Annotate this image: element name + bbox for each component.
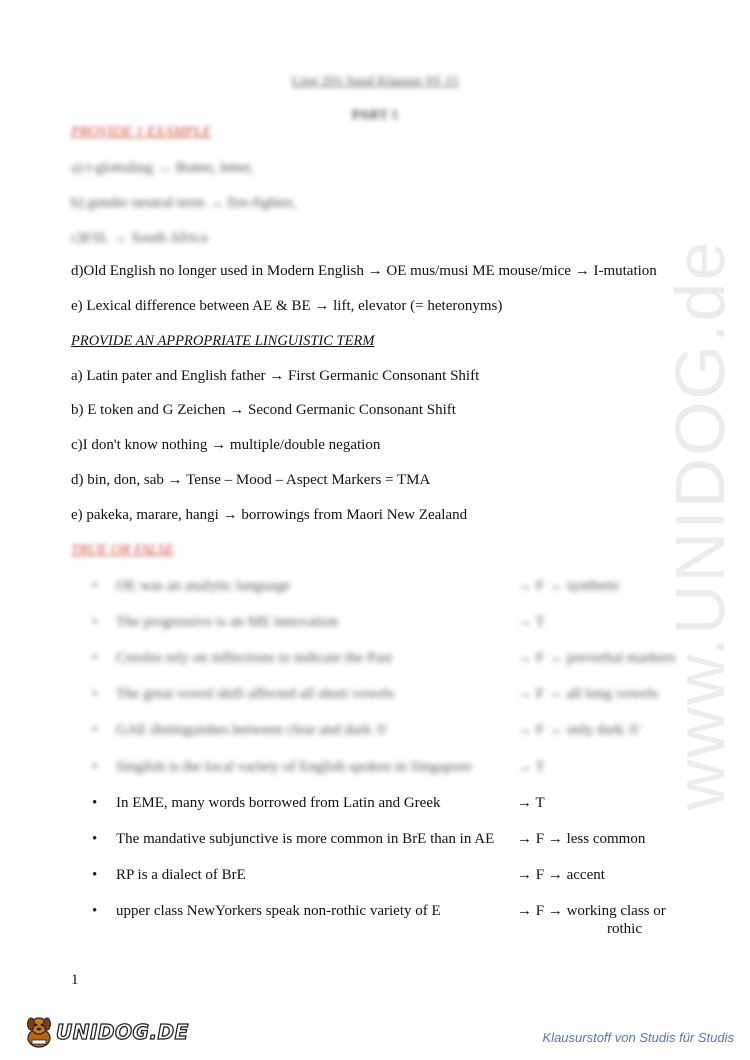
document-title: Ling 201 Sand Klausur SS 15 — [291, 74, 459, 89]
term-item: d) bin, don, sab → Tense – Mood – Aspect Markers = TMA — [71, 472, 431, 488]
bullet: • — [92, 614, 98, 630]
tf-answer: → F → less common — [517, 831, 646, 847]
bullet: • — [92, 722, 98, 738]
bullet: • — [92, 686, 98, 702]
tf-answer: → F → preverbal markers — [517, 650, 676, 666]
term-item: e) pakeka, marare, hangi → borrowings from Maori New Zealand — [71, 507, 468, 523]
term-item: c)I don't know nothing → multiple/double negation — [71, 437, 381, 453]
tf-answer: → T — [517, 614, 545, 630]
term-item: a) Latin pater and English father → First Germanic Consonant Shift — [71, 368, 480, 384]
tf-statement: RP is a dialect of BrE — [116, 867, 246, 883]
tf-answer-continuation: rothic — [607, 921, 642, 937]
tf-statement: upper class NewYorkers speak non-rothic variety of E — [116, 903, 441, 919]
tf-answer: → F → synthetic — [517, 578, 621, 594]
example-item: d)Old English no longer used in Modern English → OE mus/musi ME mouse/mice → I-mutation — [71, 263, 657, 279]
bullet: • — [92, 831, 98, 847]
section-heading-true-false: TRUE OR FALSE — [71, 542, 174, 558]
unidog-logo — [22, 1014, 189, 1050]
tf-statement: In EME, many words borrowed from Latin and Greek — [116, 795, 441, 811]
example-item: e) Lexical difference between AE & BE → lift, elevator (= heteronyms) — [71, 298, 503, 314]
part-heading: PART 1 — [351, 108, 399, 123]
watermark-text: www.UNIDOG.de — [661, 239, 739, 811]
page-number: 1 — [71, 972, 79, 988]
section-heading-provide-example: PROVIDE 1 EXAMPLE — [71, 124, 212, 140]
tf-statement: The progressive is an ME innovation — [116, 614, 339, 630]
dog-icon — [22, 1014, 56, 1050]
tf-answer: → F → accent — [517, 867, 605, 883]
bullet: • — [92, 650, 98, 666]
tf-answer: → F → all long vowels — [517, 686, 659, 702]
example-item: c)ESL → South Africa — [71, 230, 208, 246]
tf-statement: OE was an analytic language — [116, 578, 291, 594]
logo-wordmark: UNIDOG.DE — [56, 1020, 189, 1044]
bullet: • — [92, 867, 98, 883]
tf-answer: → T — [517, 795, 545, 811]
tf-statement: Creoles rely on inflections to indicate the Past — [116, 650, 393, 666]
tf-statement: The great vowel shift affected all short vowels — [116, 686, 395, 702]
bullet: • — [92, 903, 98, 919]
bullet: • — [92, 795, 98, 811]
footer-tagline: Klausurstoff von Studis für Studis — [542, 1030, 734, 1045]
example-item: a) t-glottaling → Butter, letter, — [71, 160, 254, 176]
term-item: b) E token and G Zeichen → Second Germanic Consonant Shift — [71, 402, 456, 418]
tf-answer: → T — [517, 759, 545, 775]
example-item: b) gender neutral term → fire-fighter, — [71, 195, 297, 211]
tf-answer: → F → working class or — [517, 903, 666, 919]
tf-statement: Singlish is the local variety of English spoken in Singapore — [116, 759, 472, 775]
bullet: • — [92, 578, 98, 594]
bullet: • — [92, 759, 98, 775]
tf-answer: → F → only dark /l/ — [517, 722, 640, 738]
tf-statement: The mandative subjunctive is more common in BrE than in AE — [116, 831, 495, 847]
tf-statement: GAE distinguishes between clear and dark /l/ — [116, 722, 388, 738]
section-heading-linguistic-term: PROVIDE AN APPROPRIATE LINGUISTIC TERM — [71, 333, 375, 349]
